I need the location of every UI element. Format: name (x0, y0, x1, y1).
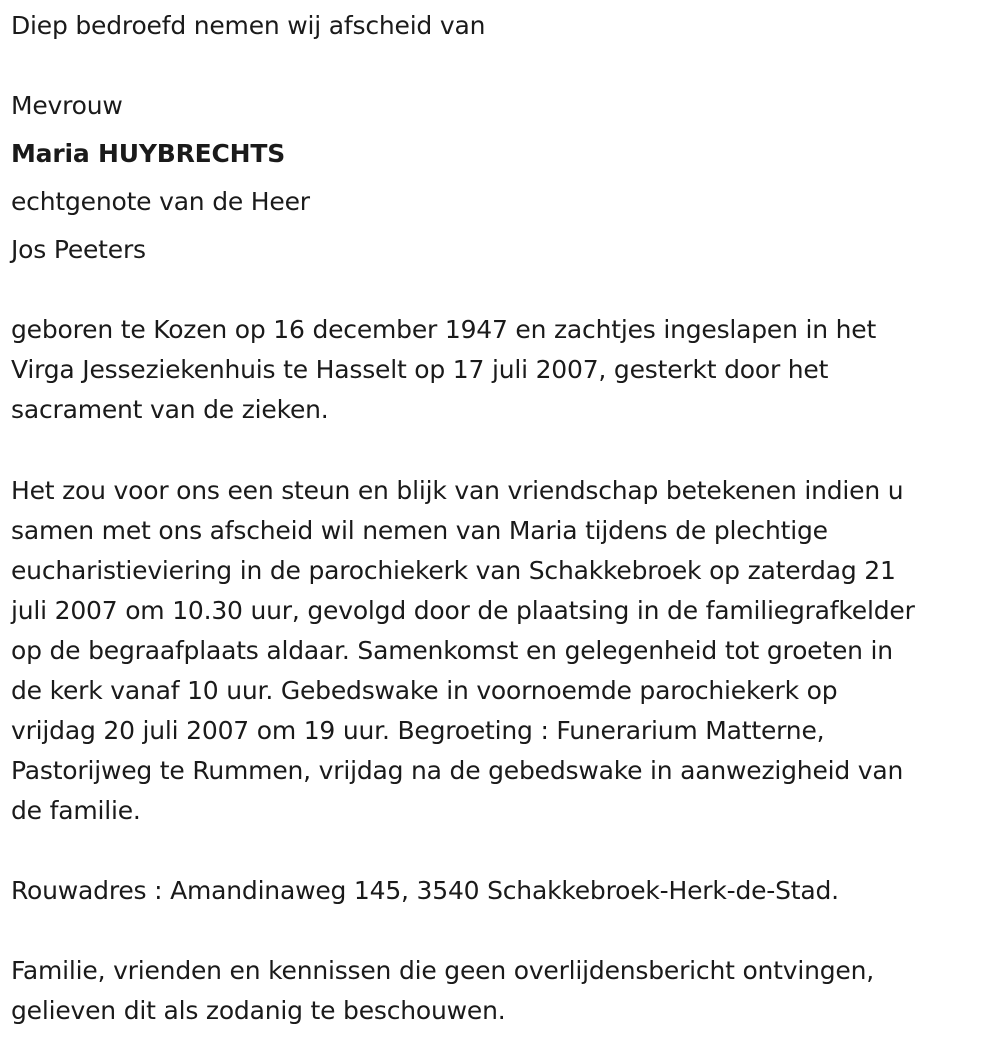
address-paragraph (11, 871, 986, 911)
honorific-title: Mevrouw (11, 91, 123, 120)
paragraph-line: Familie, vrienden en kennissen die geen overlijdensbericht ontvingen, (11, 956, 875, 985)
paragraph-line: Virga Jesseziekenhuis te Hasselt op 17 juli 2007, gesterkt door het (11, 355, 829, 384)
paragraph-line: Pastorijweg te Rummen, vrijdag na de gebedswake in aanwezigheid van (11, 756, 904, 785)
paragraph-line: eucharistieviering in de parochiekerk van Schakkebroek op zaterdag 21 (11, 556, 896, 585)
birth-death-paragraph (11, 310, 986, 430)
paragraph-line: de kerk vanaf 10 uur. Gebedswake in voornoemde parochiekerk op (11, 676, 838, 705)
paragraph-line: op de begraafplaats aldaar. Samenkomst en gelegenheid tot groeten in (11, 636, 893, 665)
paragraph-line: samen met ons afscheid wil nemen van Maria tijdens de plechtige (11, 516, 828, 545)
paragraph-line: gelieven dit als zodanig te beschouwen. (11, 996, 506, 1025)
deceased-name: Maria HUYBRECHTS (11, 139, 286, 168)
paragraph-line: geboren te Kozen op 16 december 1947 en zachtjes ingeslapen in het (11, 315, 877, 344)
spouse-name: Jos Peeters (11, 235, 146, 264)
paragraph-line: juli 2007 om 10.30 uur, gevolgd door de plaatsing in de familiegrafkelder (11, 596, 915, 625)
closing-paragraph (11, 951, 986, 1031)
paragraph-line: de familie. (11, 796, 141, 825)
intro-text: Diep bedroefd nemen wij afscheid van (11, 11, 486, 40)
ceremony-paragraph (11, 471, 986, 831)
spouse-relation: echtgenote van de Heer (11, 187, 310, 216)
paragraph-line: sacrament van de zieken. (11, 395, 329, 424)
paragraph-line: Het zou voor ons een steun en blijk van vriendschap betekenen indien u (11, 476, 904, 505)
paragraph-line: vrijdag 20 juli 2007 om 19 uur. Begroeting : Funerarium Matterne, (11, 716, 825, 745)
mourning-address: Rouwadres : Amandinaweg 145, 3540 Schakkebroek-Herk-de-Stad. (11, 876, 839, 905)
